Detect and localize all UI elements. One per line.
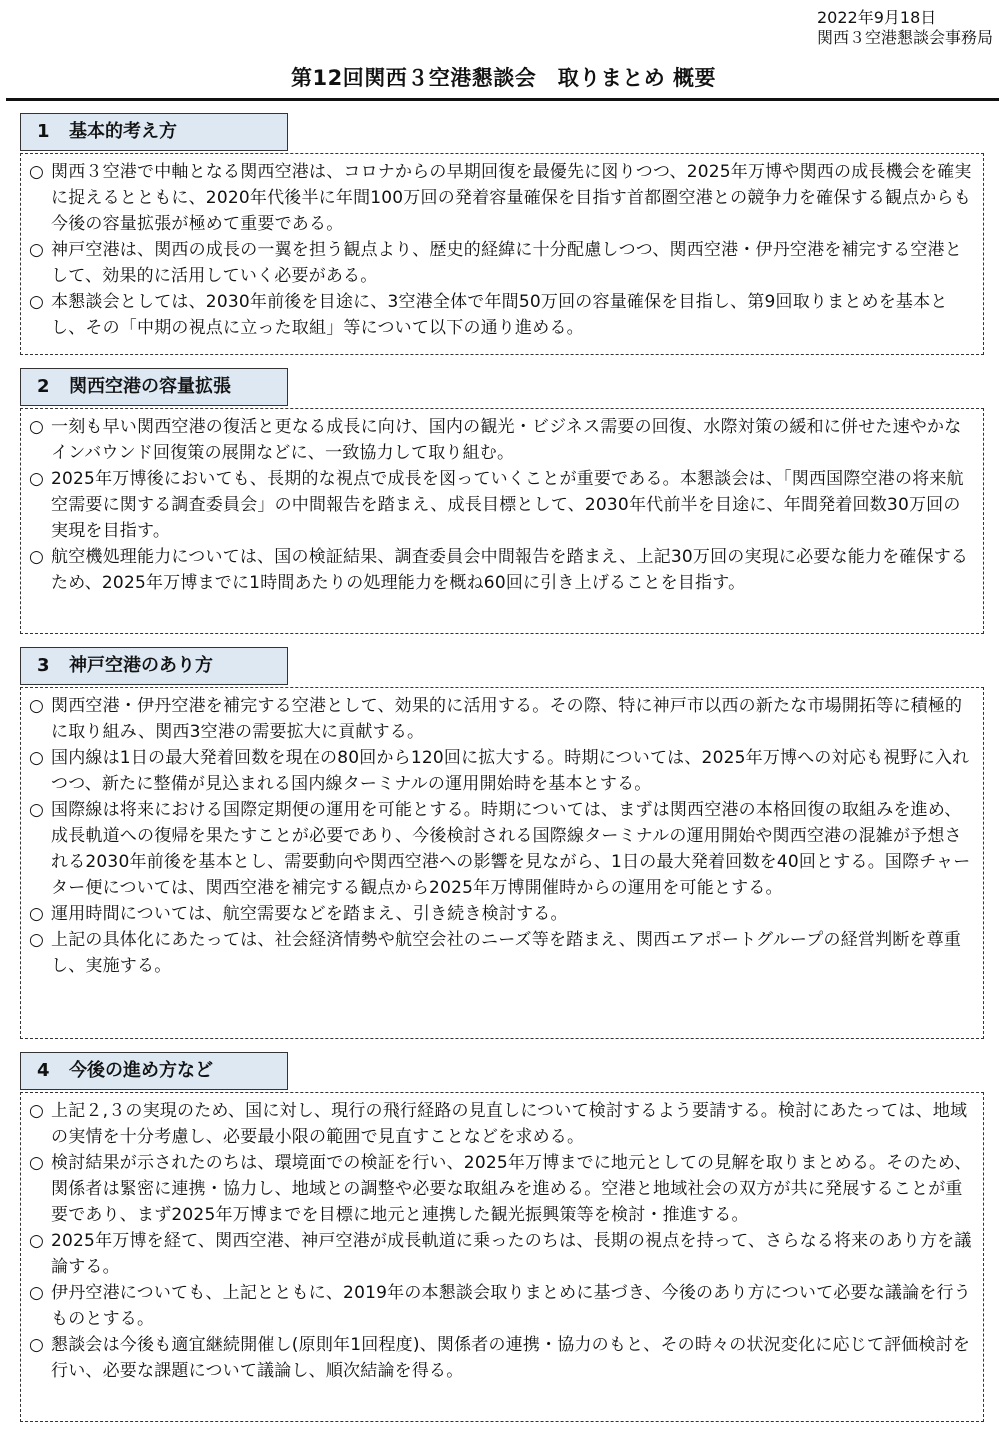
- bullet-circle-icon: ○: [29, 1101, 45, 1121]
- section-1-heading: [20, 113, 288, 151]
- bullet-circle-icon: ○: [29, 930, 45, 950]
- bullet-circle-icon: ○: [29, 162, 45, 182]
- section-title: 今後の進め方など: [69, 1060, 213, 1081]
- bullet-circle-icon: ○: [29, 1153, 45, 1173]
- bullet-circle-icon: ○: [29, 1231, 45, 1251]
- section-4-heading: [20, 1052, 288, 1090]
- list-item: ○ 本懇談会としては、2030年前後を目途に、3空港全体で年間50万回の容量確保を目指し、第9回取りまとめを基本とし、その「中期の視点に立った取組」等について以下の通り進める。: [29, 289, 977, 341]
- page-title: 第12回関西３空港懇談会 取りまとめ 概要: [290, 66, 717, 90]
- section-number: 2: [37, 376, 50, 397]
- document-meta: [817, 8, 993, 48]
- section-1-box: [20, 153, 984, 355]
- bullet-circle-icon: ○: [29, 748, 45, 768]
- list-item: ○ 上記２,３の実現のため、国に対し、現行の飛行経路の見直しについて検討するよう要請する。検討にあたっては、地域の実情を十分考慮し、必要最小限の範囲で見直すことなどを求める。: [29, 1098, 977, 1150]
- bullet-circle-icon: ○: [29, 696, 45, 716]
- list-item: ○ 関西３空港で中軸となる関西空港は、コロナからの早期回復を最優先に図りつつ、2025年万博や関西の成長機会を確実に捉えるとともに、2020年代後半に年間100万回の発着容量確保を目指す首都圏空港との競争力を確保する観点からも今後の容量拡張が極めて重要である。: [29, 159, 977, 237]
- section-2-heading: [20, 368, 288, 406]
- bullet-circle-icon: ○: [29, 1283, 45, 1303]
- list-item: ○ 一刻も早い関西空港の復活と更なる成長に向け、国内の観光・ビジネス需要の回復、水際対策の緩和に併せた速やかなインバウンド回復策の展開などに、一致協力して取り組む。: [29, 414, 977, 466]
- list-item: ○ 懇談会は今後も適宜継続開催し(原則年1回程度)、関係者の連携・協力のもと、その時々の状況変化に応じて評価検討を行い、必要な課題について議論し、順次結論を得る。: [29, 1332, 977, 1384]
- section-title: 基本的考え方: [69, 121, 177, 142]
- bullet-circle-icon: ○: [29, 469, 45, 489]
- section-title: 関西空港の容量拡張: [69, 376, 231, 397]
- section-4-box: [20, 1092, 984, 1422]
- list-item: ○ 伊丹空港についても、上記とともに、2019年の本懇談会取りまとめに基づき、今後のあり方について必要な議論を行うものとする。: [29, 1280, 977, 1332]
- bullet-circle-icon: ○: [29, 800, 45, 820]
- list-item: ○ 2025年万博後においても、長期的な視点で成長を図っていくことが重要である。本懇談会は、「関西国際空港の将来航空需要に関する調査委員会」の中間報告を踏まえ、成長目標として、2030年代前半を目途に、年間発着回数30万回の実現を目指す。: [29, 466, 977, 544]
- section-number: 1: [37, 121, 50, 142]
- section-3-box: [20, 687, 984, 1039]
- bullet-circle-icon: ○: [29, 240, 45, 260]
- bullet-circle-icon: ○: [29, 292, 45, 312]
- section-3-heading: [20, 647, 288, 685]
- bullet-circle-icon: ○: [29, 904, 45, 924]
- section-2-box: [20, 408, 984, 634]
- title-divider: [6, 98, 999, 101]
- list-item: ○ 2025年万博を経て、関西空港、神戸空港が成長軌道に乗ったのちは、長期の視点を持って、さらなる将来のあり方を議論する。: [29, 1228, 977, 1280]
- list-item: ○ 運用時間については、航空需要などを踏まえ、引き続き検討する。: [29, 901, 977, 927]
- bullet-circle-icon: ○: [29, 547, 45, 567]
- list-item: ○ 国際線は将来における国際定期便の運用を可能とする。時期については、まずは関西空港の本格回復の取組みを進め、成長軌道への復帰を果たすことが必要であり、今後検討される国際線ターミナルの運用開始や関西空港の混雑が予想される2030年前後を基本とし、需要動向や関西空港への影響を見ながら、1日の最大発着回数を40回とする。国際チャーター便については、関西空港を補完する観点から2025年万博開催時からの運用を可能とする。: [29, 797, 977, 901]
- bullet-circle-icon: ○: [29, 1335, 45, 1355]
- document-date: 2022年9月18日: [816, 8, 937, 27]
- list-item: ○ 検討結果が示されたのちは、環境面での検証を行い、2025年万博までに地元としての見解を取りまとめる。そのため、関係者は緊密に連携・協力し、地域との調整や必要な取組みを進める。空港と地域社会の双方が共に発展することが重要であり、まず2025年万博までを目標に地元と連携した観光振興策等を検討・推進する。: [29, 1150, 977, 1228]
- list-item: ○ 航空機処理能力については、国の検証結果、調査委員会中間報告を踏まえ、上記30万回の実現に必要な能力を確保するため、2025年万博までに1時間あたりの処理能力を概ね60回に引き上げることを目指す。: [29, 544, 977, 596]
- section-title: 神戸空港のあり方: [69, 655, 213, 676]
- list-item: ○ 神戸空港は、関西の成長の一翼を担う観点より、歴史的経緯に十分配慮しつつ、関西空港・伊丹空港を補完する空港として、効果的に活用していく必要がある。: [29, 237, 977, 289]
- issuing-office: 関西３空港懇談会事務局: [816, 28, 993, 47]
- bullet-circle-icon: ○: [29, 417, 45, 437]
- section-number: 3: [37, 655, 50, 676]
- section-number: 4: [37, 1060, 50, 1081]
- list-item: ○ 国内線は1日の最大発着回数を現在の80回から120回に拡大する。時期については、2025年万博への対応も視野に入れつつ、新たに整備が見込まれる国内線ターミナルの運用開始時を基本とする。: [29, 745, 977, 797]
- list-item: ○ 関西空港・伊丹空港を補完する空港として、効果的に活用する。その際、特に神戸市以西の新たな市場開拓等に積極的に取り組み、関西3空港の需要拡大に貢献する。: [29, 693, 977, 745]
- list-item: ○ 上記の具体化にあたっては、社会経済情勢や航空会社のニーズ等を踏まえ、関西エアポートグループの経営判断を尊重し、実施する。: [29, 927, 977, 979]
